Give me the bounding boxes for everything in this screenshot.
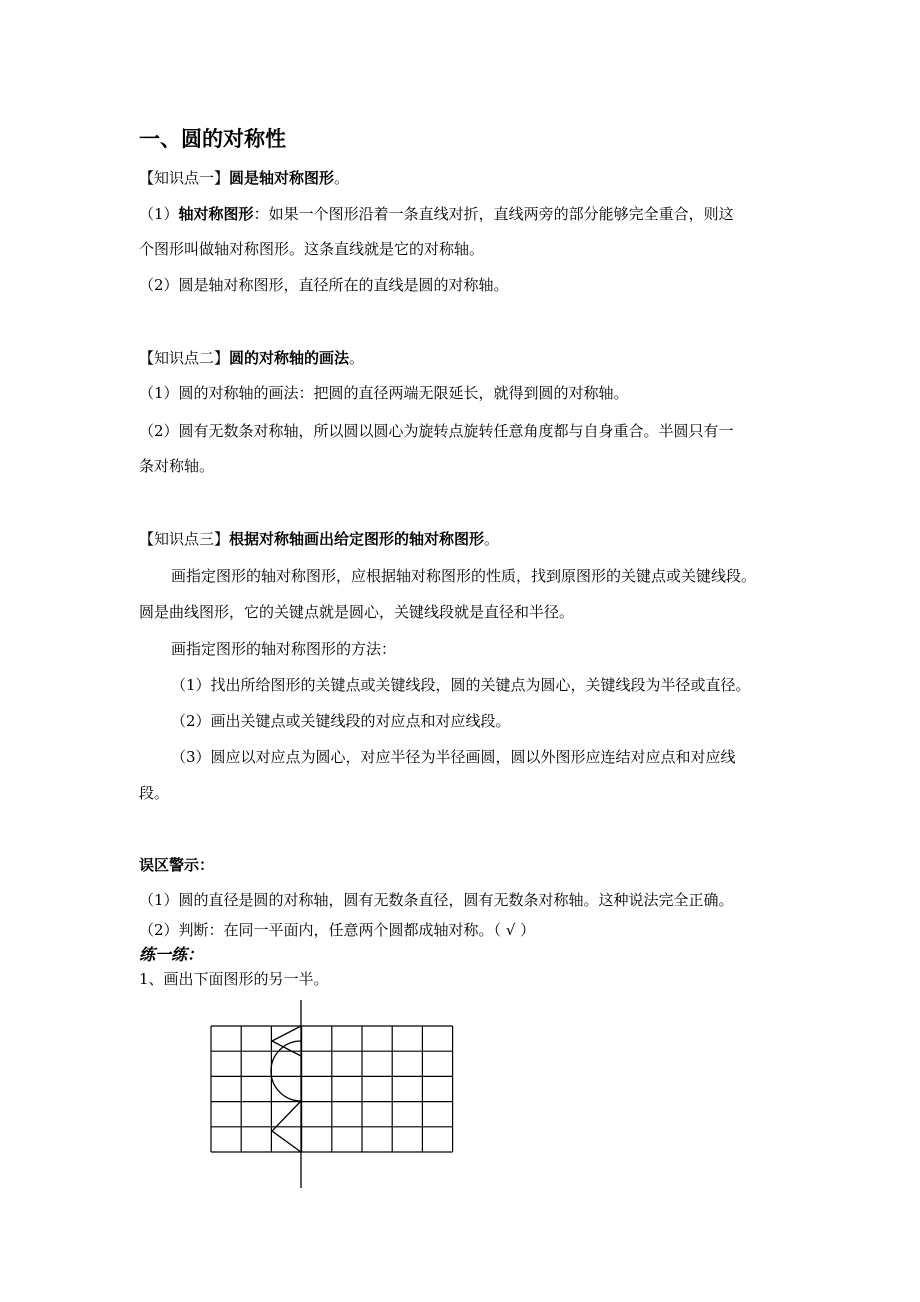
kp1-p1-term: 轴对称图形 [178, 205, 254, 223]
warning-label: 误区警示： [139, 856, 215, 874]
kp1-para-1 [139, 204, 734, 224]
kp1-para-2: （2）圆是轴对称图形，直径所在的直线是圆的对称轴。 [139, 276, 509, 294]
kp3-para-1: 画指定图形的轴对称图形，应根据轴对称图形的性质，找到原图形的关键点或关键线段。 [171, 567, 757, 585]
grid [211, 1026, 453, 1152]
kp1-p1-text: ：如果一个图形沿着一条直线对折，直线两旁的部分能够完全重合，则这 [253, 205, 734, 223]
kp2-end: 。 [349, 349, 365, 367]
practice-question-1: 1、画出下面图形的另一半。 [139, 970, 329, 988]
kp3-head: 根据对称轴画出给定图形的轴对称图形 [229, 530, 485, 548]
knowledge-point-2-heading [139, 348, 364, 368]
top-v-shape [272, 1026, 301, 1056]
kp1-para-1-cont: 个图形叫做轴对称图形。这条直线就是它的对称轴。 [139, 240, 485, 258]
half-circle-arc [271, 1041, 301, 1101]
kp2-para-2-cont: 条对称轴。 [139, 457, 215, 475]
kp3-tag: 【知识点三】 [139, 530, 230, 548]
kp3-para-2: 画指定图形的轴对称图形的方法： [171, 640, 397, 658]
kp3-step-3: （3）圆应以对应点为圆心，对应半径为半径画圆，圆以外图形应连结对应点和对应线 [171, 748, 736, 766]
kp3-step-2: （2）画出关键点或关键线段的对应点和对应线段。 [171, 712, 511, 730]
kp1-p1-num: （1） [139, 205, 179, 223]
kp3-end: 。 [484, 530, 500, 548]
kp3-step-3-cont: 段。 [139, 784, 170, 802]
kp2-head: 圆的对称轴的画法 [229, 349, 350, 367]
kp2-tag: 【知识点二】 [139, 349, 230, 367]
kp1-tag: 【知识点一】 [139, 169, 230, 187]
kp3-step-1: （1）找出所给图形的关键点或关键线段，圆的关键点为圆心，关键线段为半径或直径。 [171, 676, 751, 694]
warning-item-2: （2）判断：在同一平面内，任意两个圆都成轴对称。（ √ ） [139, 921, 536, 939]
practice-label: 练一练： [139, 945, 204, 964]
kp2-para-1: （1）圆的对称轴的画法：把圆的直径两端无限延长，就得到圆的对称轴。 [139, 384, 629, 402]
kp1-head: 圆是轴对称图形 [229, 169, 335, 187]
warning-item-1: （1）圆的直径是圆的对称轴，圆有无数条直径，圆有无数条对称轴。这种说法完全正确。 [139, 891, 734, 909]
kp3-para-1-cont: 圆是曲线图形，它的关键点就是圆心，关键线段就是直径和半径。 [139, 603, 575, 621]
knowledge-point-1-heading [139, 168, 349, 188]
kp2-para-2: （2）圆有无数条对称轴，所以圆以圆心为旋转点旋转任意角度都与自身重合。半圆只有一 [139, 422, 734, 440]
knowledge-point-3-heading [139, 529, 499, 549]
bottom-v-shape [272, 1101, 301, 1152]
page-title: 一、圆的对称性 [139, 127, 286, 151]
kp1-end: 。 [334, 169, 350, 187]
